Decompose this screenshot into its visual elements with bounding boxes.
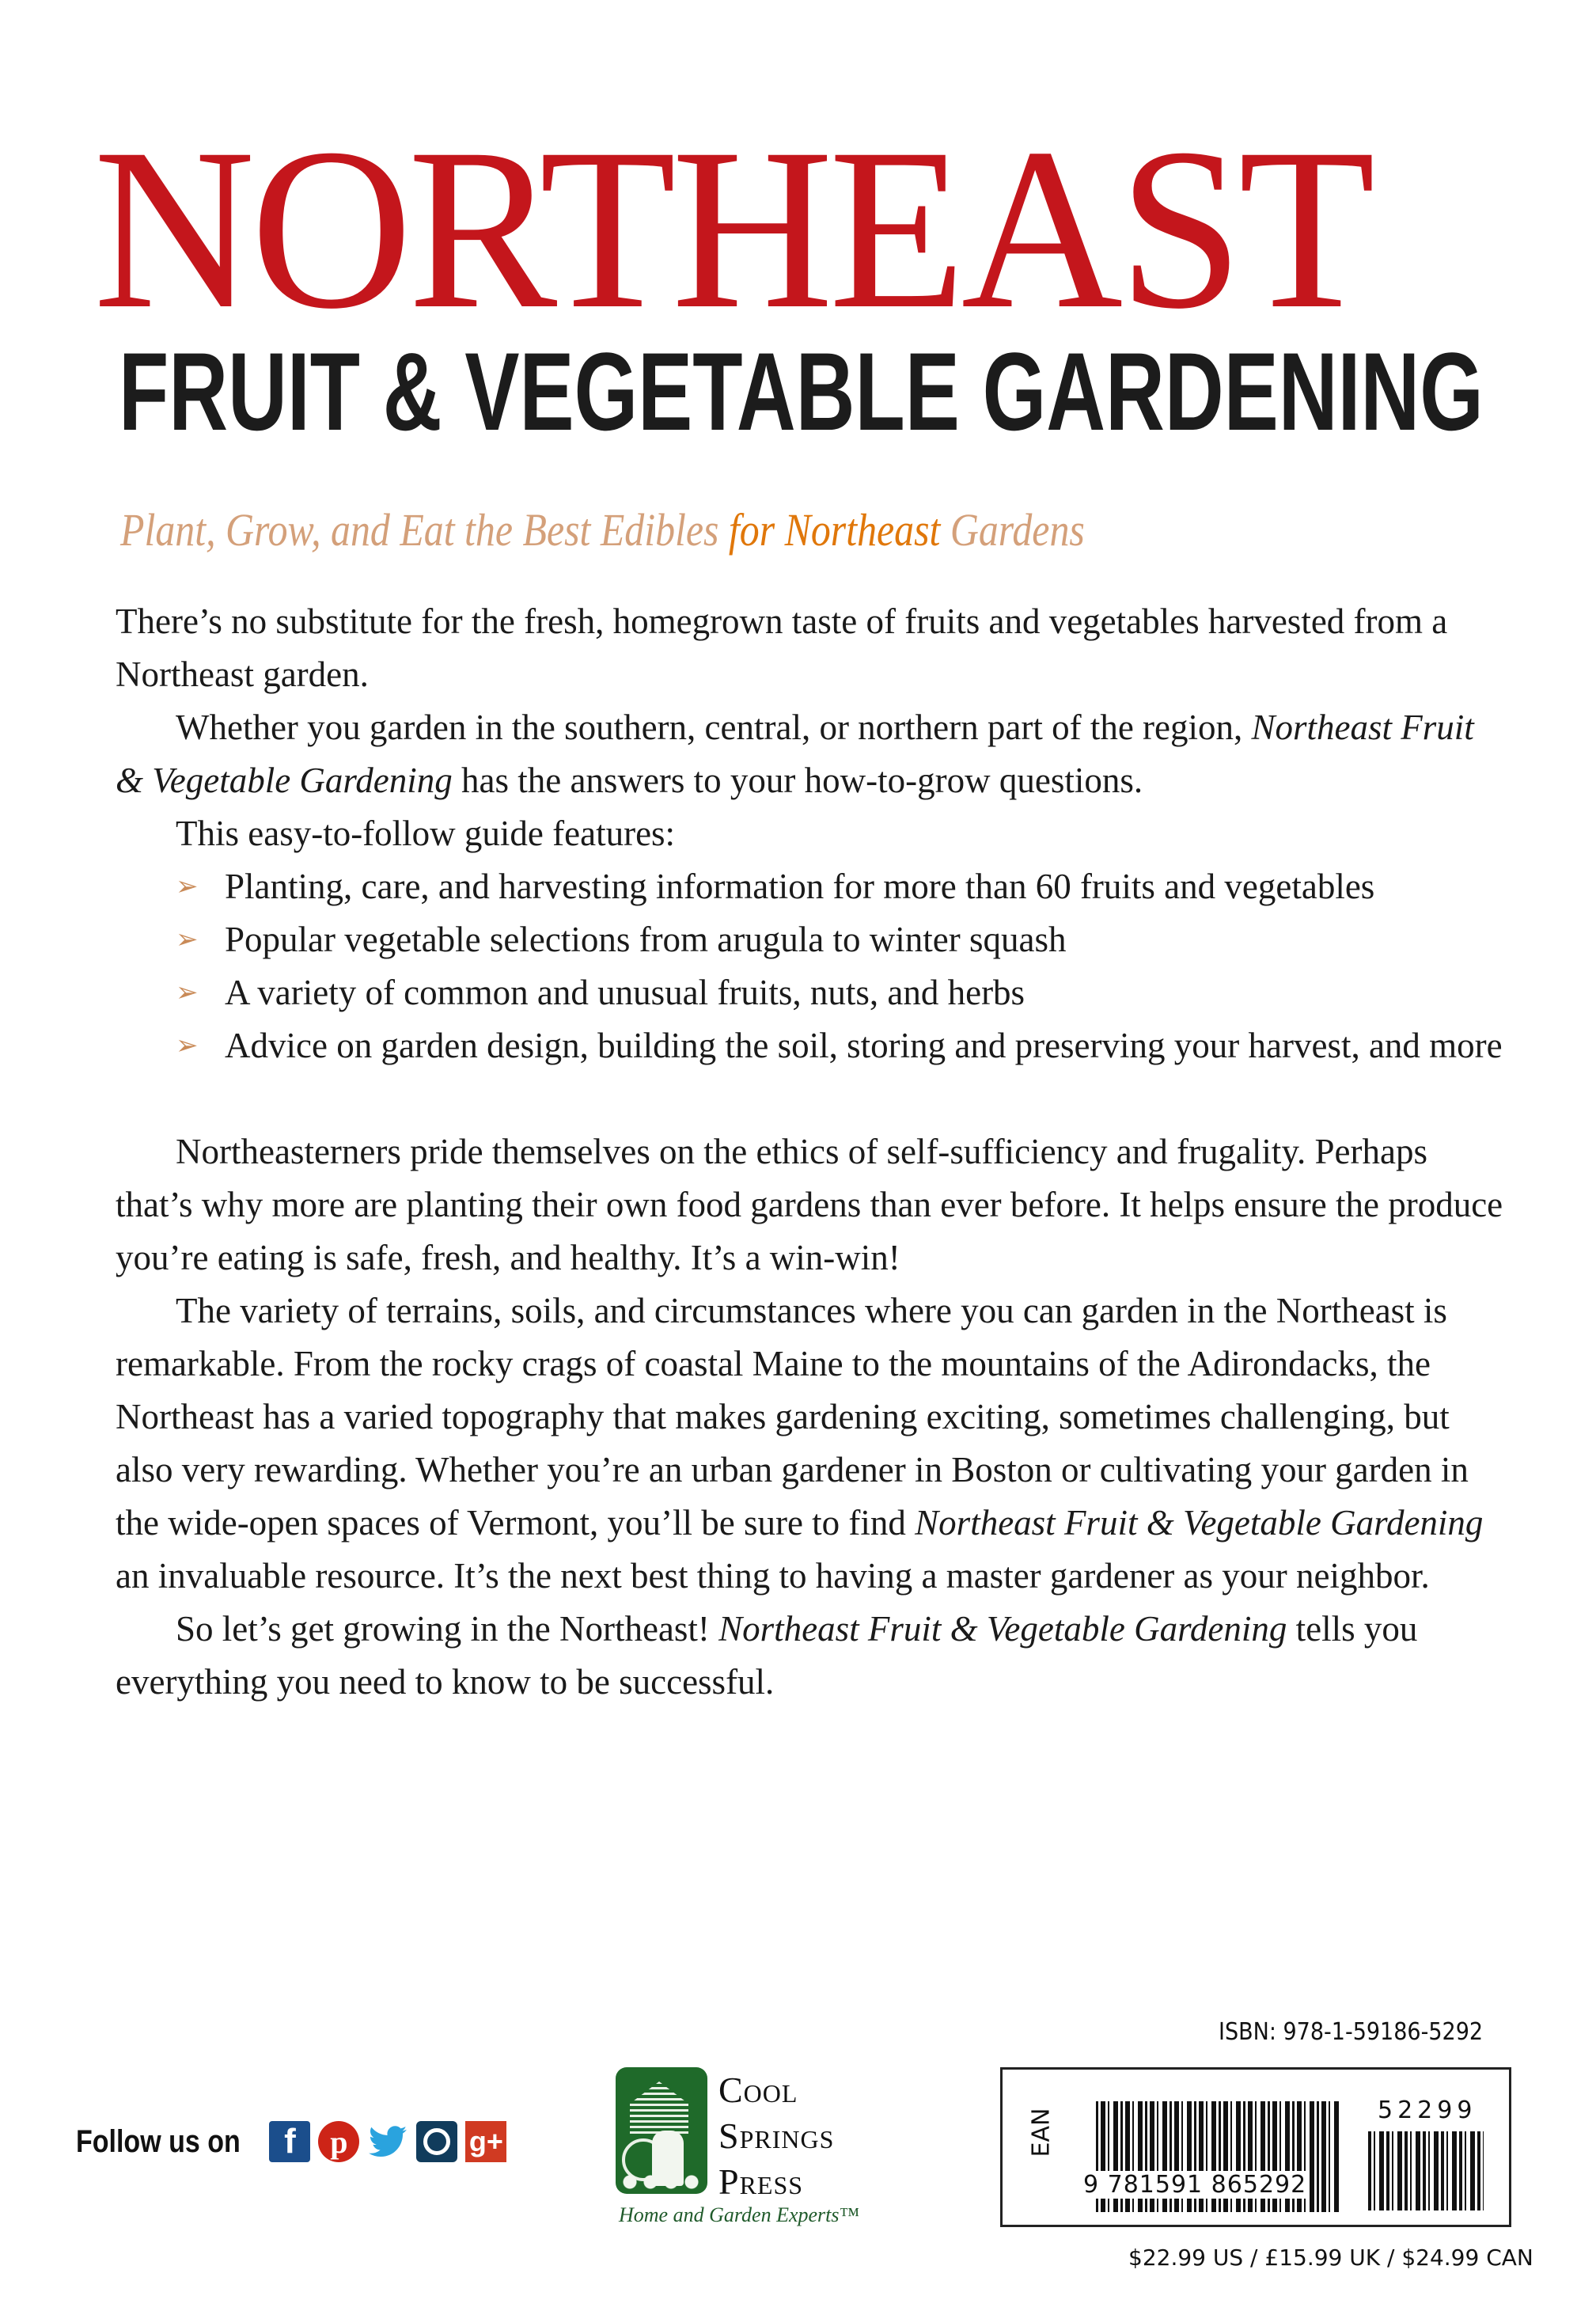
facebook-icon[interactable]: f <box>269 2121 310 2162</box>
text: tells you everything you need to know to be successful. <box>116 1609 1418 1702</box>
stones-shape <box>620 2175 703 2189</box>
feature-item <box>116 860 1508 913</box>
publisher-name-line: Springs <box>718 2116 835 2156</box>
feature-text: Advice on garden design, building the soil, storing and preserving your harvest, and more <box>225 1026 1503 1065</box>
paragraph-intro: There’s no substitute for the fresh, homegrown taste of fruits and vegetables harvested from a Northeast garden. <box>116 601 1448 694</box>
tagline-part-3: Gardens <box>940 504 1085 556</box>
mill-house-icon <box>616 2067 707 2194</box>
description-body <box>116 595 1508 1709</box>
barcode-number: 9 781591 865292 <box>1083 2171 1307 2199</box>
barcode-addon-bars <box>1368 2131 1484 2210</box>
text: The variety of terrains, soils, and circumstances where you can garden in the Northeast is remarkable. From the rocky crags of coastal Maine to the mountains of the Adirondacks, the Northeast has a varied topography that makes gardening exciting, sometimes challenging, but also very rewarding. Whether you’re an urban gardener in Boston or cultivating your garden in the wide-open spaces of Vermont, you’ll be sure to find <box>116 1291 1469 1543</box>
twitter-icon[interactable] <box>367 2121 408 2162</box>
paragraph-self-sufficiency: Northeasterners pride themselves on the ethics of self-sufficiency and frugality. Perhaps that’s why more are planting their own food gardens than ever before. It helps ensure the produce you’re eating is safe, fresh, and healthy. It’s a win-win! <box>116 1132 1503 1277</box>
text: So let’s get growing in the Northeast! <box>176 1609 719 1649</box>
barcode <box>1000 2067 1511 2227</box>
publisher-name-line: Cool <box>718 2070 798 2110</box>
spacer <box>116 1072 1508 1125</box>
price-label: $22.99 US / £15.99 UK / $24.99 CAN <box>1128 2245 1533 2271</box>
arrow-bullet-icon: ➢ <box>176 872 199 901</box>
publisher-name-line: Press <box>718 2161 804 2202</box>
house-shape <box>630 2081 688 2137</box>
text: has the answers to your how-to-grow questions. <box>452 761 1143 800</box>
follow-label: Follow us on <box>76 2123 241 2159</box>
feature-text: A variety of common and unusual fruits, nuts, and herbs <box>225 973 1025 1012</box>
feature-text: Planting, care, and harvesting information for more than 60 fruits and vegetables <box>225 867 1375 906</box>
google-plus-icon[interactable]: g+ <box>465 2121 506 2162</box>
text: Whether you garden in the southern, central, or northern part of the region, <box>176 708 1252 747</box>
feature-text: Popular vegetable selections from arugula to winter squash <box>225 920 1067 959</box>
instagram-lens-icon <box>423 2128 450 2155</box>
feature-item <box>116 913 1508 966</box>
paragraph-features-intro: This easy-to-follow guide features: <box>176 814 676 853</box>
book-title: NORTHEAST <box>93 101 1371 357</box>
publisher-name <box>718 2067 834 2205</box>
book-title-italic: Northeast Fruit & Vegetable Gardening <box>116 708 1474 800</box>
paragraph-terrain <box>116 1285 1508 1603</box>
barcode-addon-number: 52299 <box>1378 2097 1477 2124</box>
arrow-bullet-icon: ➢ <box>176 925 199 954</box>
feature-item <box>116 1019 1508 1072</box>
text: an invaluable resource. It’s the next best thing to having a master gardener as your neighbor. <box>116 1556 1430 1596</box>
paragraph-closing <box>116 1603 1508 1709</box>
book-title-italic: Northeast Fruit & Vegetable Gardening <box>718 1609 1287 1649</box>
instagram-icon[interactable] <box>416 2121 457 2162</box>
paragraph-regions <box>116 701 1508 807</box>
book-subtitle: FRUIT & VEGETABLE GARDENING <box>119 329 1484 453</box>
pinterest-icon[interactable]: p <box>318 2121 359 2162</box>
arrow-bullet-icon: ➢ <box>176 978 199 1008</box>
tagline-part-1: Plant, Grow, and Eat the Best Edibles <box>120 504 729 556</box>
isbn-label: ISBN: 978-1-59186-5292 <box>1219 2018 1484 2046</box>
social-follow <box>76 2121 506 2162</box>
feature-list <box>116 860 1508 1072</box>
feature-item <box>116 966 1508 1019</box>
ean-label: EAN <box>1027 2108 1056 2157</box>
publisher-tagline: Home and Garden Experts™ <box>619 2203 859 2226</box>
tagline <box>120 499 1085 562</box>
tagline-highlight: for Northeast <box>728 504 941 556</box>
arrow-bullet-icon: ➢ <box>176 1031 199 1061</box>
book-title-italic: Northeast Fruit & Vegetable Gardening <box>915 1503 1484 1543</box>
